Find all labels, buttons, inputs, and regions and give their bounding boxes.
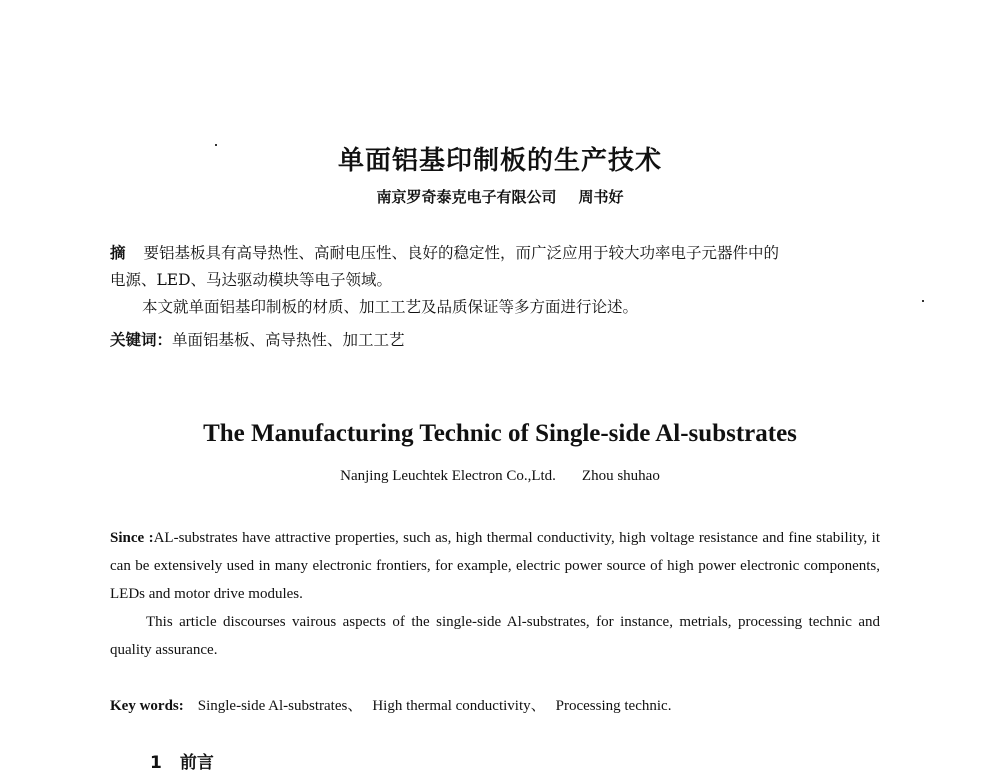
chinese-title: 单面铝基印制板的生产技术: [337, 146, 662, 176]
section-title: 前言: [179, 753, 214, 773]
english-keyword: High thermal conductivity、: [372, 698, 546, 714]
chinese-abstract: [110, 240, 900, 321]
section-heading: [150, 748, 214, 773]
english-abstract-para2: This article discourses vairous aspects of the single-side Al-substrates, for instance, metrials, processing technic and quality assurance.: [110, 614, 880, 658]
english-author: Zhou shuhao: [581, 468, 660, 484]
chinese-company: 南京罗奇泰克电子有限公司: [376, 188, 557, 206]
english-company: Nanjing Leuchtek Electron Co.,Ltd.: [340, 468, 556, 484]
scan-speck: [922, 300, 924, 302]
chinese-keywords: [110, 327, 900, 354]
chinese-abstract-line2: 电源、LED、马达驱动模块等电子领域。: [110, 271, 393, 289]
section-number: 1: [150, 753, 162, 773]
english-abstract-para1-text: AL-substrates have attractive properties, such as, high thermal conductivity, high voltage resistance and fine stability, it can be extensively used in many electronic frontiers, for example, electric power source of high power electronic components, LEDs and motor drive modules.: [110, 530, 880, 602]
chinese-author: 周书好: [578, 188, 624, 206]
chinese-keywords-label: 关键词：: [110, 331, 173, 349]
english-abstract-para1: [110, 524, 880, 608]
english-abstract-label: Since :: [110, 530, 154, 546]
english-byline: [0, 468, 1000, 485]
chinese-abstract-para1: [110, 240, 900, 267]
english-abstract: [110, 524, 880, 664]
english-keywords: [110, 694, 671, 715]
chinese-abstract-line1: 要铝基板具有高导热性、高耐电压性、良好的稳定性，而广泛应用于较大功率电子元器件中的: [143, 244, 780, 262]
english-keyword: Processing technic.: [555, 698, 672, 714]
english-keywords-label: Key words:: [110, 698, 184, 714]
chinese-keywords-text: 单面铝基板、高导热性、加工工艺: [172, 331, 405, 349]
english-keyword: Single-side Al-substrates、: [197, 698, 363, 714]
chinese-abstract-label: 摘: [110, 244, 126, 262]
english-title: The Manufacturing Technic of Single-side Al-substrates: [203, 420, 797, 447]
chinese-byline: [0, 186, 1000, 207]
chinese-abstract-para2: 本文就单面铝基印制板的材质、加工工艺及品质保证等多方面进行论述。: [142, 298, 639, 316]
